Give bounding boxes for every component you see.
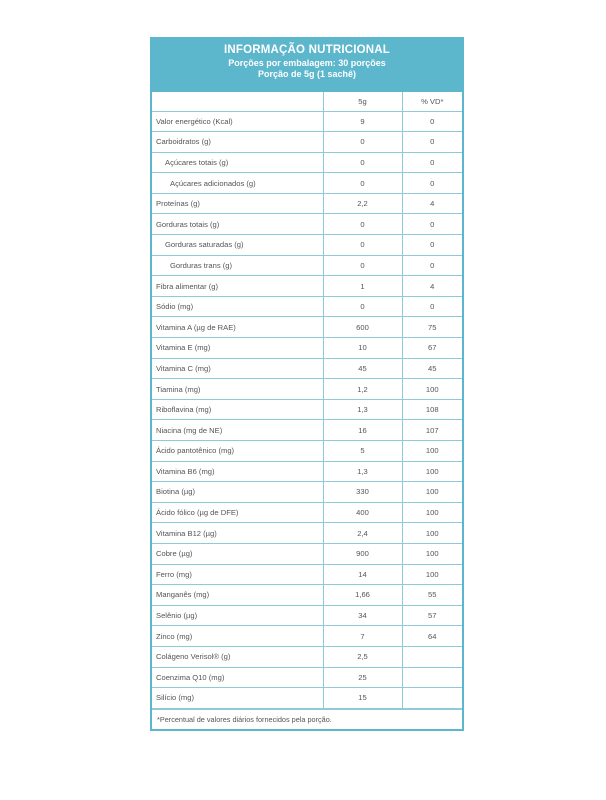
nutrient-amount: 1,2 (323, 379, 402, 400)
nutrient-amount: 16 (323, 420, 402, 441)
table-row (152, 543, 462, 564)
nutrient-dv: 0 (402, 111, 462, 132)
table-row (152, 193, 462, 214)
nutrient-dv: 0 (402, 214, 462, 235)
nutrition-facts-panel (150, 37, 464, 731)
nutrient-dv (402, 667, 462, 688)
nutrient-amount: 15 (323, 688, 402, 709)
nutrient-label: Vitamina B6 (mg) (152, 461, 323, 482)
nutrient-dv: 0 (402, 152, 462, 173)
table-row (152, 667, 462, 688)
portion-size: Porção de 5g (1 sachê) (257, 69, 357, 79)
table-row (152, 379, 462, 400)
nutrient-label: Ferro (mg) (152, 564, 323, 585)
table-row (152, 338, 462, 359)
table-row (152, 646, 462, 667)
nutrient-label: Ácido pantotênico (mg) (152, 441, 323, 462)
nutrient-dv: 100 (402, 482, 462, 503)
nutrient-dv: 0 (402, 255, 462, 276)
nutrition-title: INFORMAÇÃO NUTRICIONAL (223, 44, 391, 56)
nutrient-label: Vitamina C (mg) (152, 358, 323, 379)
table-row (152, 235, 462, 256)
table-row (152, 214, 462, 235)
nutrient-dv (402, 646, 462, 667)
nutrient-amount: 330 (323, 482, 402, 503)
nutrient-dv: 100 (402, 441, 462, 462)
table-row (152, 564, 462, 585)
nutrient-label: Gorduras saturadas (g) (152, 235, 323, 256)
nutrition-header (152, 39, 462, 92)
nutrient-amount: 25 (323, 667, 402, 688)
nutrient-label: Selênio (µg) (152, 605, 323, 626)
nutrient-dv: 55 (402, 585, 462, 606)
nutrient-label: Tiamina (mg) (152, 379, 323, 400)
nutrient-amount: 34 (323, 605, 402, 626)
nutrient-label: Zinco (mg) (152, 626, 323, 647)
nutrient-label: Silício (mg) (152, 688, 323, 709)
nutrient-dv: 100 (402, 564, 462, 585)
nutrient-dv: 64 (402, 626, 462, 647)
nutrient-amount: 0 (323, 152, 402, 173)
nutrient-dv: 100 (402, 523, 462, 544)
nutrient-label: Gorduras totais (g) (152, 214, 323, 235)
nutrient-label: Cobre (µg) (152, 543, 323, 564)
nutrient-label: Valor energético (Kcal) (152, 111, 323, 132)
nutrient-label: Proteínas (g) (152, 193, 323, 214)
nutrient-label: Vitamina A (µg de RAE) (152, 317, 323, 338)
column-header-amount: 5g (323, 92, 402, 111)
nutrient-amount: 400 (323, 502, 402, 523)
table-row (152, 399, 462, 420)
nutrient-amount: 45 (323, 358, 402, 379)
column-header-label (152, 92, 323, 111)
nutrient-dv: 67 (402, 338, 462, 359)
nutrient-dv: 100 (402, 502, 462, 523)
nutrient-dv: 0 (402, 296, 462, 317)
table-row (152, 605, 462, 626)
nutrient-amount: 10 (323, 338, 402, 359)
table-row (152, 482, 462, 503)
nutrient-amount: 600 (323, 317, 402, 338)
nutrient-amount: 0 (323, 255, 402, 276)
nutrient-dv (402, 688, 462, 709)
table-row (152, 420, 462, 441)
nutrient-label: Vitamina E (mg) (152, 338, 323, 359)
table-row (152, 441, 462, 462)
nutrient-label: Sódio (mg) (152, 296, 323, 317)
nutrient-dv: 107 (402, 420, 462, 441)
nutrient-label: Colágeno Verisol® (g) (152, 646, 323, 667)
footnote: *Percentual de valores diários fornecidos pela porção. (152, 709, 462, 729)
table-row (152, 585, 462, 606)
nutrient-amount: 0 (323, 296, 402, 317)
nutrient-dv: 0 (402, 132, 462, 153)
nutrient-dv: 100 (402, 379, 462, 400)
nutrient-amount: 2,2 (323, 193, 402, 214)
nutrient-dv: 108 (402, 399, 462, 420)
table-row (152, 502, 462, 523)
nutrient-amount: 0 (323, 132, 402, 153)
nutrient-dv: 75 (402, 317, 462, 338)
nutrient-amount: 9 (323, 111, 402, 132)
nutrient-dv: 100 (402, 543, 462, 564)
table-row (152, 358, 462, 379)
nutrient-label: Vitamina B12 (µg) (152, 523, 323, 544)
nutrient-amount: 14 (323, 564, 402, 585)
nutrient-dv: 0 (402, 235, 462, 256)
nutrient-amount: 5 (323, 441, 402, 462)
table-row (152, 296, 462, 317)
nutrient-amount: 0 (323, 235, 402, 256)
table-row (152, 523, 462, 544)
nutrient-amount: 1 (323, 276, 402, 297)
nutrient-dv: 0 (402, 173, 462, 194)
table-row (152, 461, 462, 482)
nutrient-amount: 2,5 (323, 646, 402, 667)
nutrient-amount: 1,3 (323, 399, 402, 420)
table-row (152, 317, 462, 338)
nutrient-dv: 100 (402, 461, 462, 482)
nutrient-label: Biotina (µg) (152, 482, 323, 503)
table-row (152, 276, 462, 297)
table-row (152, 152, 462, 173)
column-header-dv: % VD* (402, 92, 462, 111)
nutrient-label: Açúcares totais (g) (152, 152, 323, 173)
nutrient-amount: 0 (323, 173, 402, 194)
table-row (152, 626, 462, 647)
nutrient-amount: 900 (323, 543, 402, 564)
nutrient-amount: 0 (323, 214, 402, 235)
nutrient-amount: 1,66 (323, 585, 402, 606)
nutrient-label: Gorduras trans (g) (152, 255, 323, 276)
nutrient-dv: 45 (402, 358, 462, 379)
table-row (152, 132, 462, 153)
nutrient-label: Açúcares adicionados (g) (152, 173, 323, 194)
table-header-row (152, 92, 462, 111)
nutrition-table (152, 92, 462, 709)
servings-per-package: Porções por embalagem: 30 porções (228, 58, 386, 68)
nutrient-label: Riboflavina (mg) (152, 399, 323, 420)
nutrient-label: Coenzima Q10 (mg) (152, 667, 323, 688)
nutrient-dv: 57 (402, 605, 462, 626)
table-row (152, 255, 462, 276)
nutrient-label: Carboidratos (g) (152, 132, 323, 153)
nutrient-label: Fibra alimentar (g) (152, 276, 323, 297)
nutrient-label: Manganês (mg) (152, 585, 323, 606)
nutrient-amount: 2,4 (323, 523, 402, 544)
nutrient-dv: 4 (402, 276, 462, 297)
nutrient-label: Ácido fólico (µg de DFE) (152, 502, 323, 523)
table-row (152, 688, 462, 709)
table-row (152, 173, 462, 194)
nutrient-amount: 1,3 (323, 461, 402, 482)
nutrient-dv: 4 (402, 193, 462, 214)
table-row (152, 111, 462, 132)
nutrient-amount: 7 (323, 626, 402, 647)
nutrient-label: Niacina (mg de NE) (152, 420, 323, 441)
